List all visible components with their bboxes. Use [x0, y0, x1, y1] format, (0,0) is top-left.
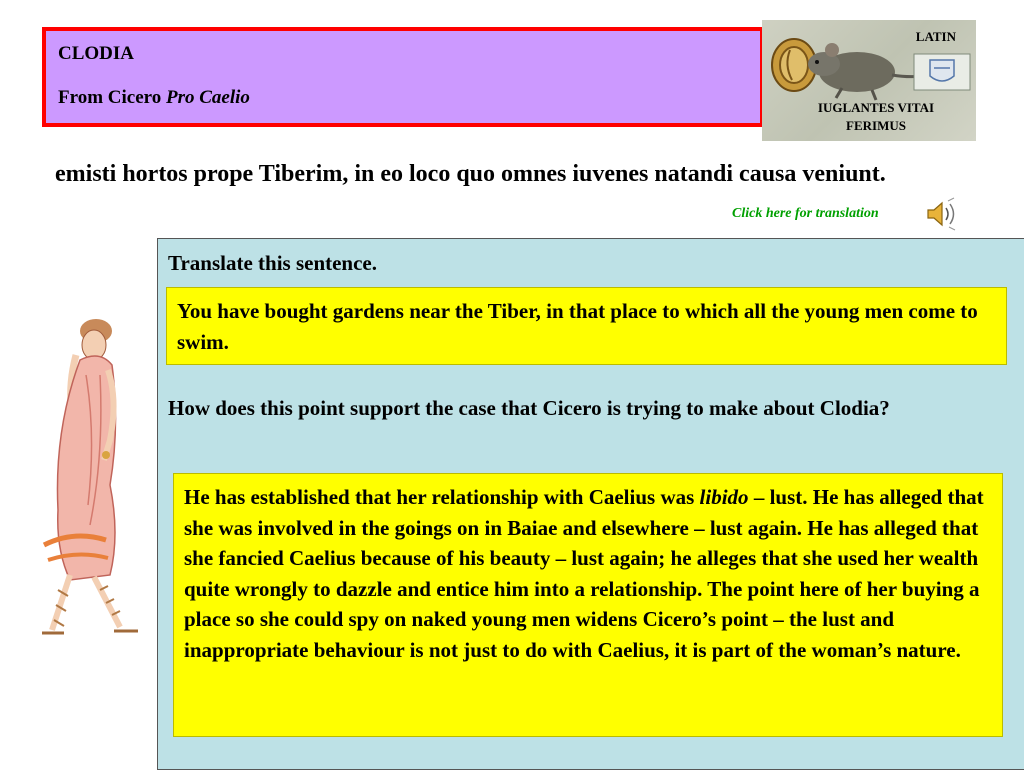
translation-link[interactable]: Click here for translation [732, 206, 879, 221]
page-subtitle [58, 87, 250, 109]
answer-support-italic: libido [699, 485, 749, 509]
subtitle-work: Pro Caelio [165, 87, 250, 108]
question-panel [157, 238, 1024, 770]
badge-motto: IUGLANTES VITAI FERIMUS [817, 100, 935, 133]
question-translate: Translate this sentence. [168, 251, 378, 275]
answer-support [173, 473, 1003, 737]
answer-translation: You have bought gardens near the Tiber, in that place to which all the young men come to swim. [166, 287, 1007, 365]
roman-woman-illustration [14, 315, 146, 645]
answer-support-part2: – lust. He has alleged that she was involved in the goings on in Baiae and elsewhere – lust again. He has alleged that she fancied Caelius because of his beauty – lust again; he alleges that she used her wealth quite wrongly to dazzle and entice him into a relationship. The point here of her buying a place so she could spy on naked young men widens Cicero’s point – the lust and inappropriate behaviour is not just to do with Caelius, it is part of the woman’s nature. [184, 485, 984, 662]
latin-badge [762, 20, 976, 141]
badge-label: LATIN [915, 29, 956, 44]
latin-sentence: emisti hortos prope Tiberim, in eo loco quo omnes iuvenes natandi causa veniunt. [55, 161, 886, 187]
answer-support-part1: He has established that her relationship with Caelius was [184, 485, 700, 509]
title-box [42, 27, 764, 127]
subtitle-prefix: From Cicero [58, 87, 166, 108]
question-support: How does this point support the case that Cicero is trying to make about Clodia? [168, 396, 890, 420]
speaker-icon[interactable] [924, 197, 958, 231]
page-title: CLODIA [58, 43, 135, 64]
